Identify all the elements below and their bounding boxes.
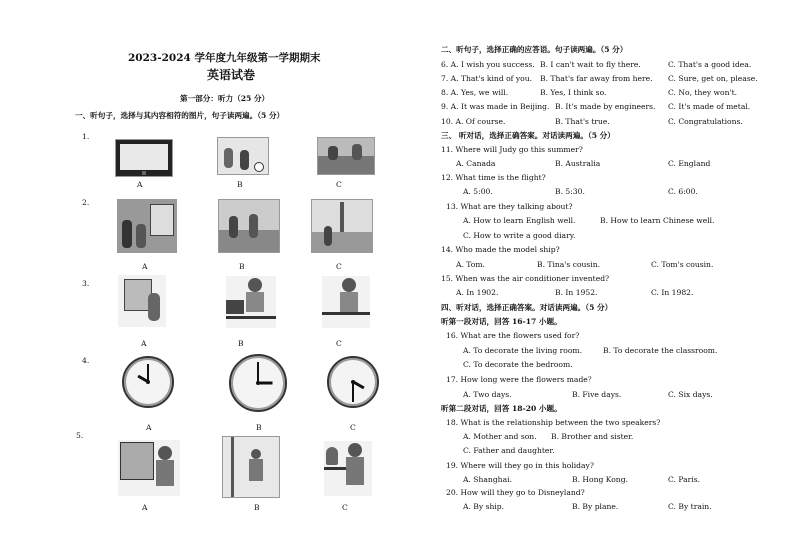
q15-option-a: A. In 1902. bbox=[456, 288, 499, 297]
question-number: 5. bbox=[76, 431, 84, 440]
section2-heading: 二、听句子，选择正确的应答语。句子读两遍。（5 分） bbox=[441, 45, 628, 54]
clock-icon bbox=[327, 356, 379, 408]
q12-option-a: A. 5:00. bbox=[463, 187, 493, 196]
football-image bbox=[217, 137, 269, 175]
q11-option-a: A. Canada bbox=[456, 159, 496, 168]
clock-icon bbox=[122, 356, 174, 408]
choice-letter-a: A bbox=[141, 339, 147, 348]
q17-option-b: B. Five days. bbox=[572, 390, 622, 399]
q15-question: 15. When was the air conditioner invented? bbox=[441, 274, 610, 283]
television-image bbox=[115, 139, 173, 177]
q19-option-b: B. Hong Kong. bbox=[572, 475, 628, 484]
q14-option-c: C. Tom's cousin. bbox=[651, 260, 714, 269]
q9-option-c: C. It's made of metal. bbox=[668, 102, 751, 111]
q19-option-a: A. Shanghai. bbox=[463, 475, 512, 484]
q8-option-b: B. Yes, I think so. bbox=[540, 88, 607, 97]
q19-question: 19. Where will they go in this holiday? bbox=[446, 461, 594, 470]
q10-option-a: 10. A. Of course. bbox=[441, 117, 506, 126]
q17-question: 17. How long were the flowers made？ bbox=[446, 375, 596, 384]
choice-letter-b: B bbox=[239, 262, 245, 271]
section3-heading: 三、 听对话，选择正确答案。对话读两遍。（5 分） bbox=[441, 131, 615, 140]
q16-option-b: B. To decorate the classroom. bbox=[603, 346, 718, 355]
q9-option-a: 9. A. It was made in Beijing. bbox=[441, 102, 550, 111]
man-painting-image bbox=[118, 440, 180, 496]
q14-option-a: A. Tom. bbox=[456, 260, 485, 269]
clock-icon bbox=[229, 354, 287, 412]
question-number: 2. bbox=[82, 198, 90, 207]
q12-question: 12. What time is the flight? bbox=[441, 173, 546, 182]
boy-painting-image bbox=[118, 275, 166, 327]
q16-question: 16. What are the flowers used for? bbox=[446, 331, 580, 340]
exam-subtitle: 英语试卷 bbox=[207, 68, 256, 82]
choice-letter-a: A bbox=[142, 262, 148, 271]
dialog1-heading: 听第一段对话，回答 16-17 小题。 bbox=[441, 317, 562, 326]
dialog2-heading: 听第二段对话，回答 18-20 小题。 bbox=[441, 404, 562, 413]
choice-letter-c: C bbox=[336, 339, 342, 348]
q11-question: 11. Where will Judy go this summer? bbox=[441, 145, 583, 154]
q17-option-c: C. Six days. bbox=[668, 390, 713, 399]
choice-letter-b: B bbox=[237, 180, 243, 189]
q8-option-a: 8. A. Yes, we will. bbox=[441, 88, 509, 97]
q10-option-b: B. That's true. bbox=[555, 117, 610, 126]
choice-letter-b: B bbox=[254, 503, 260, 512]
q20-question: 20. How will they go to Disneyland? bbox=[446, 488, 585, 497]
q20-option-a: A. By ship. bbox=[463, 502, 505, 511]
q17-option-a: A. Two days. bbox=[463, 390, 512, 399]
part1-heading: 第一部分：听力（25 分） bbox=[180, 94, 270, 103]
celebration-image bbox=[317, 137, 375, 175]
festival-image bbox=[218, 199, 280, 253]
q15-option-b: B. In 1952. bbox=[555, 288, 598, 297]
q18-question: 18. What is the relationship between the two speakers? bbox=[446, 418, 661, 427]
q12-option-b: B. 5:30. bbox=[555, 187, 585, 196]
q11-option-c: C. England bbox=[668, 159, 711, 168]
section1-heading: 一、听句子，选择与其内容相符的图片，句子读两遍。（5 分） bbox=[75, 111, 285, 120]
q18-option-b: B. Brother and sister. bbox=[551, 432, 634, 441]
choice-letter-a: A bbox=[142, 503, 148, 512]
q19-option-c: C. Paris. bbox=[668, 475, 701, 484]
question-number: 4. bbox=[82, 356, 90, 365]
choice-letter-c: C bbox=[350, 423, 356, 432]
q14-question: 14. Who made the model ship? bbox=[441, 245, 560, 254]
q14-option-b: B. Tina's cousin. bbox=[537, 260, 601, 269]
writing-woman-image bbox=[322, 276, 370, 328]
city-image bbox=[311, 199, 373, 253]
question-number: 3. bbox=[82, 279, 90, 288]
q16-option-a: A. To decorate the living room. bbox=[463, 346, 583, 355]
choice-letter-b: B bbox=[256, 423, 262, 432]
q20-option-c: C. By train. bbox=[668, 502, 712, 511]
q16-option-c: C. To decorate the bedroom. bbox=[463, 360, 573, 369]
choice-letter-c: C bbox=[342, 503, 348, 512]
q11-option-b: B. Australia bbox=[555, 159, 601, 168]
q6-option-c: C. That's a good idea. bbox=[668, 60, 752, 69]
choice-letter-b: B bbox=[238, 339, 244, 348]
q7-option-c: C. Sure, get on, please. bbox=[668, 74, 758, 83]
choice-letter-c: C bbox=[336, 262, 342, 271]
q13-question: 13. What are they talking about? bbox=[446, 202, 573, 211]
q12-option-c: C. 6:00. bbox=[668, 187, 698, 196]
q13-option-a: A. How to learn English well. bbox=[463, 216, 576, 225]
q13-option-c: C. How to write a good diary. bbox=[463, 231, 576, 240]
dragon-boat-image bbox=[117, 199, 177, 253]
q8-option-c: C. No, they won't. bbox=[668, 88, 738, 97]
computer-woman-image bbox=[226, 276, 276, 328]
q20-option-b: B. By plane. bbox=[572, 502, 619, 511]
q6-option-b: B. I can't wait to fly there. bbox=[540, 60, 641, 69]
choice-letter-a: A bbox=[137, 180, 143, 189]
section4-heading: 四、听对话，选择正确答案。对话读两遍。（5 分） bbox=[441, 303, 613, 312]
q13-option-b: B. How to learn Chinese well. bbox=[600, 216, 715, 225]
q15-option-c: C. In 1982. bbox=[651, 288, 694, 297]
choice-letter-a: A bbox=[146, 423, 152, 432]
q7-option-b: B. That's far away from here. bbox=[540, 74, 653, 83]
q9-option-b: B. It's made by engineers. bbox=[555, 102, 656, 111]
exam-title: 2023-2024 学年度九年级第一学期期末 bbox=[128, 52, 321, 64]
man-walking-image bbox=[222, 436, 280, 498]
q10-option-c: C. Congratulations. bbox=[668, 117, 743, 126]
question-number: 1. bbox=[82, 132, 90, 141]
q18-option-a: A. Mother and son. bbox=[463, 432, 537, 441]
q6-option-a: 6. A. I wish you success. bbox=[441, 60, 535, 69]
man-with-plant-image bbox=[324, 441, 372, 496]
q7-option-a: 7. A. That's kind of you. bbox=[441, 74, 533, 83]
choice-letter-c: C bbox=[336, 180, 342, 189]
q18-option-c: C. Father and daughter. bbox=[463, 446, 555, 455]
